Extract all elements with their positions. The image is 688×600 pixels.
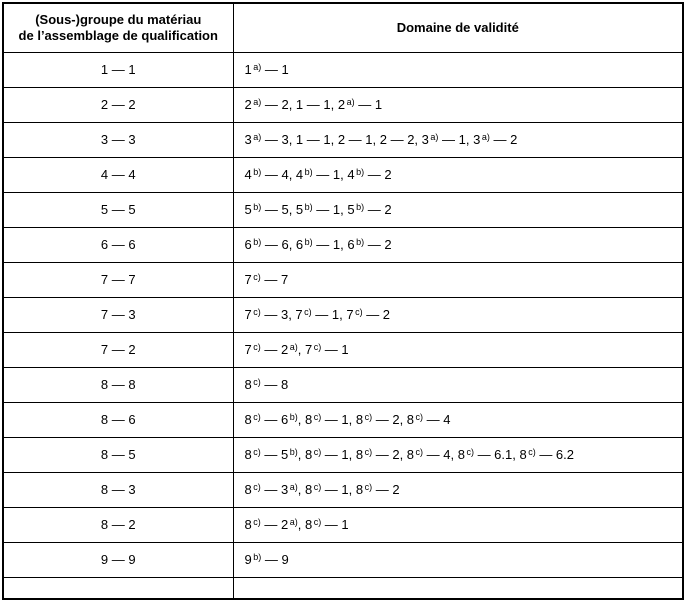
- footnote-reference: a): [346, 96, 355, 107]
- footnote-reference: c): [253, 481, 261, 492]
- table-row: [3, 87, 683, 122]
- group-cell: 3 — 3: [3, 122, 233, 157]
- footnote-reference: b): [253, 201, 262, 212]
- qualification-validity-table: [2, 2, 684, 600]
- footnote-reference: b): [253, 236, 262, 247]
- footnote-reference: c): [528, 446, 536, 457]
- group-cell: 4 — 4: [3, 157, 233, 192]
- footnote-reference: c): [415, 411, 424, 422]
- table-row: [3, 157, 683, 192]
- footnote-reference: c): [253, 271, 261, 282]
- table-row: [3, 227, 683, 262]
- header-validity-column: Domaine de validité: [233, 3, 683, 52]
- footnote-reference: b): [289, 411, 298, 422]
- footnote-reference: a): [253, 131, 262, 142]
- footnote-reference: c): [466, 446, 474, 457]
- header-group-line2: de l’assemblage de qualification: [18, 27, 218, 43]
- group-cell: 8 — 6: [3, 402, 233, 437]
- footnote-reference: a): [430, 131, 439, 142]
- group-cell: 7 — 2: [3, 332, 233, 367]
- footnote-reference: a): [289, 341, 298, 352]
- table-row: [3, 297, 683, 332]
- footnote-reference: c): [253, 376, 261, 387]
- validity-cell: 5 $^{b)}$ — 5, 5 $^{b)}$ — 1, 5 $^{b)}$ — 2: [233, 192, 683, 227]
- validity-cell: 8 $^{c)}$ — 8: [233, 367, 683, 402]
- footnote-reference: b): [289, 446, 298, 457]
- footnote-reference: c): [364, 411, 373, 422]
- footnote-reference: c): [313, 446, 322, 457]
- validity-cell: 6 $^{b)}$ — 6, 6 $^{b)}$ — 1, 6 $^{b)}$ — 2: [233, 227, 683, 262]
- header-row: [3, 3, 683, 52]
- group-cell: 6 — 6: [3, 227, 233, 262]
- table-row: [3, 507, 683, 542]
- table-row: [3, 367, 683, 402]
- validity-cell: 8 $^{c)}$ — 2 $^{a)}$, 8 $^{c)}$ — 1: [233, 507, 683, 542]
- footnote-reference: b): [356, 201, 365, 212]
- footnote-reference: b): [253, 551, 262, 562]
- footnote-reference: b): [356, 236, 365, 247]
- footnote-reference: c): [364, 446, 373, 457]
- validity-cell: 2 $^{a)}$ — 2, 1 — 1, 2 $^{a)}$ — 1: [233, 87, 683, 122]
- validity-cell: 9 $^{b)}$ — 9: [233, 542, 683, 577]
- table-row: [3, 437, 683, 472]
- table-row: [3, 262, 683, 297]
- validity-cell: 7 $^{c)}$ — 3, 7 $^{c)}$ — 1, 7 $^{c)}$ — 2: [233, 297, 683, 332]
- validity-cell: 8 $^{c)}$ — 6 $^{b)}$, 8 $^{c)}$ — 1, 8 $^{c)}$ — 2, 8 $^{c)}$ — 4: [233, 402, 683, 437]
- footnote-reference: c): [313, 341, 322, 352]
- group-cell: 7 — 3: [3, 297, 233, 332]
- footnote-reference: b): [304, 201, 313, 212]
- group-cell-empty: [3, 577, 233, 599]
- footnote-reference: a): [481, 131, 490, 142]
- footnote-reference: c): [355, 306, 363, 317]
- footnote-reference: c): [364, 481, 373, 492]
- footnote-reference: b): [304, 166, 313, 177]
- footnote-reference: c): [253, 516, 261, 527]
- footnote-reference: a): [253, 96, 262, 107]
- table-row: [3, 52, 683, 87]
- footnote-reference: c): [304, 306, 312, 317]
- table-row: [3, 192, 683, 227]
- footnote-reference: c): [253, 306, 261, 317]
- validity-cell: 8 $^{c)}$ — 3 $^{a)}$, 8 $^{c)}$ — 1, 8 $^{c)}$ — 2: [233, 472, 683, 507]
- validity-cell: 8 $^{c)}$ — 5 $^{b)}$, 8 $^{c)}$ — 1, 8 $^{c)}$ — 2, 8 $^{c)}$ — 4, 8 $^{c)}$ — 6.1, 8 $^{c)}$ — 6.2: [233, 437, 683, 472]
- footnote-reference: c): [313, 516, 322, 527]
- footnote-reference: c): [253, 341, 261, 352]
- table-row: [3, 472, 683, 507]
- group-cell: 8 — 8: [3, 367, 233, 402]
- group-cell: 7 — 7: [3, 262, 233, 297]
- table-row: [3, 332, 683, 367]
- table-row: [3, 122, 683, 157]
- group-cell: 8 — 5: [3, 437, 233, 472]
- footnote-reference: c): [253, 411, 261, 422]
- footnote-reference: b): [253, 166, 262, 177]
- header-group-column: [3, 3, 233, 52]
- group-cell: 9 — 9: [3, 542, 233, 577]
- table-row: [3, 402, 683, 437]
- partial-row: [3, 577, 683, 599]
- validity-cell: 4 $^{b)}$ — 4, 4 $^{b)}$ — 1, 4 $^{b)}$ — 2: [233, 157, 683, 192]
- footnote-reference: c): [253, 446, 261, 457]
- footnote-reference: b): [304, 236, 313, 247]
- validity-cell: 3 $^{a)}$ — 3, 1 — 1, 2 — 1, 2 — 2, 3 $^{a)}$ — 1, 3 $^{a)}$ — 2: [233, 122, 683, 157]
- footnote-reference: c): [313, 481, 322, 492]
- table-row: [3, 542, 683, 577]
- validity-cell: 7 $^{c)}$ — 2 $^{a)}$, 7 $^{c)}$ — 1: [233, 332, 683, 367]
- footnote-reference: b): [356, 166, 365, 177]
- group-cell: 2 — 2: [3, 87, 233, 122]
- footnote-reference: a): [253, 61, 262, 72]
- footnote-reference: c): [415, 446, 424, 457]
- header-group-line1: (Sous-)groupe du matériau: [35, 11, 202, 27]
- validity-cell: 1 $^{a)}$ — 1: [233, 52, 683, 87]
- group-cell: 5 — 5: [3, 192, 233, 227]
- footnote-reference: a): [289, 481, 298, 492]
- validity-cell: 7 $^{c)}$ — 7: [233, 262, 683, 297]
- footnote-reference: c): [313, 411, 322, 422]
- footnote-reference: a): [289, 516, 298, 527]
- group-cell: 1 — 1: [3, 52, 233, 87]
- group-cell: 8 — 3: [3, 472, 233, 507]
- validity-cell-empty: [233, 577, 683, 599]
- group-cell: 8 — 2: [3, 507, 233, 542]
